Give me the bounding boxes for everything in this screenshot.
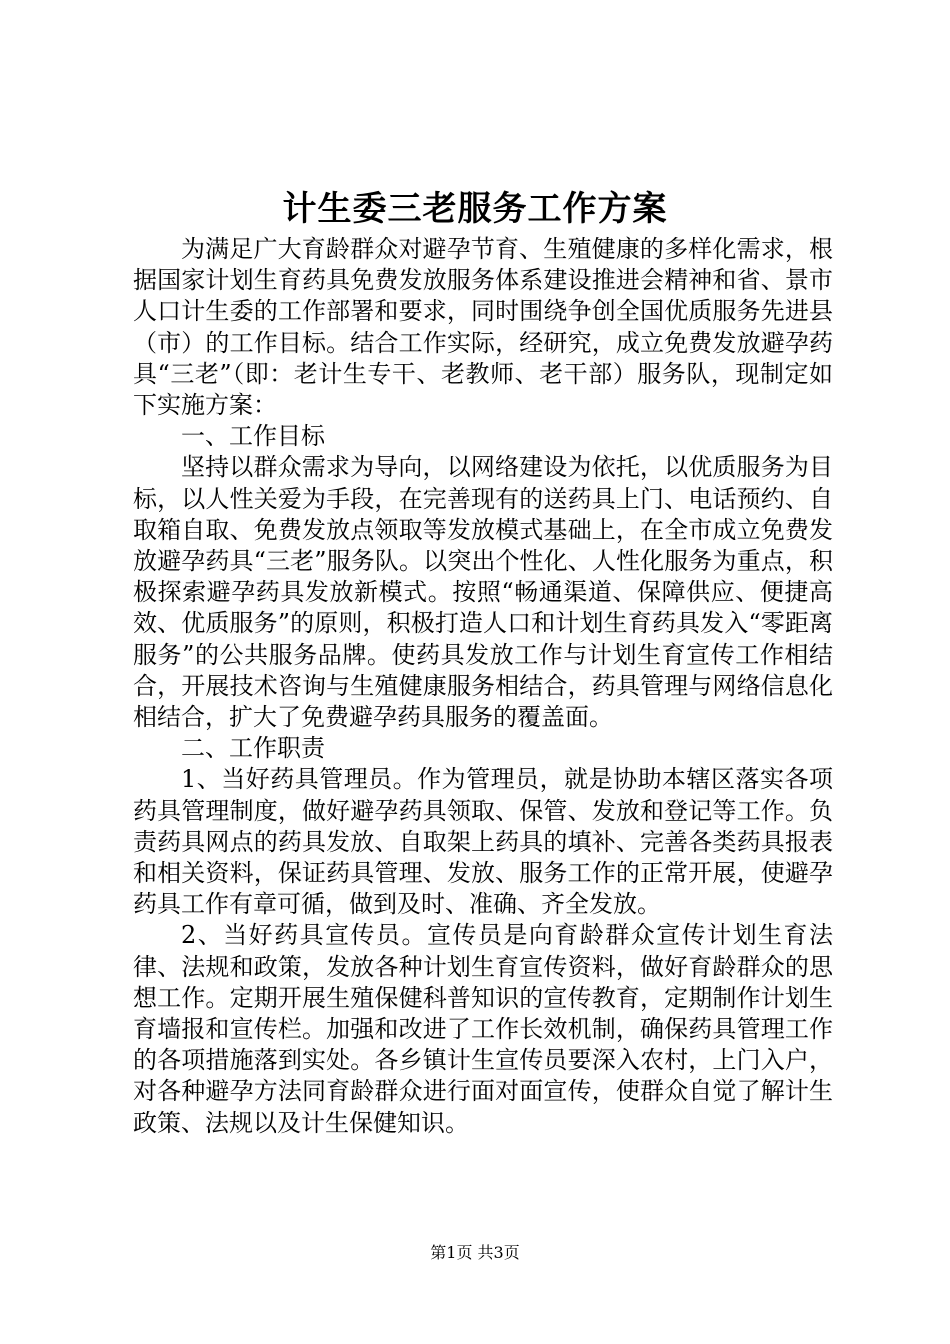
page-total: 共3页 [477, 1243, 520, 1262]
page-footer [0, 1242, 950, 1264]
duty-paragraph-2: 2、当好药具宣传员。宣传员是向育龄群众宣传计划生育法律、法规和政策，发放各种计划生育宣传资料，做好育龄群众的思想工作。定期开展生殖保健科普知识的宣传教育，定期制作计划生育墙报和宣传栏。加强和改进了工作长效机制，确保药具管理工作的各项措施落到实处。各乡镇计生宣传员要深入农村，上门入户，对各种避孕方法同育龄群众进行面对面宣传，使群众自觉了解计生政策、法规以及计生保健知识。 [133, 921, 833, 1137]
duty-paragraph-1: 1、当好药具管理员。作为管理员，就是协助本辖区落实各项药具管理制度，做好避孕药具领取、保管、发放和登记等工作。负责药具网点的药具发放、自取架上药具的填补、完善各类药具报表和相关资料，保证药具管理、发放、服务工作的正常开展，使避孕药具工作有章可循，做到及时、准确、齐全发放。 [133, 765, 833, 919]
section-heading-duties: 二、工作职责 [181, 734, 325, 763]
page-number: 第1页 [430, 1243, 473, 1262]
section-heading-goals: 一、工作目标 [181, 422, 325, 451]
intro-paragraph: 为满足广大育龄群众对避孕节育、生殖健康的多样化需求，根据国家计划生育药具免费发放服务体系建设推进会精神和省、景市人口计生委的工作部署和要求，同时围绕争创全国优质服务先进县（市）的工作目标。结合工作实际，经研究，成立免费发放避孕药具“三老”（即：老计生专干、老教师、老干部）服务队，现制定如下实施方案： [133, 235, 833, 420]
goals-paragraph: 坚持以群众需求为导向，以网络建设为依托，以优质服务为目标，以人性关爱为手段，在完善现有的送药具上门、电话预约、自取箱自取、免费发放点领取等发放模式基础上，在全市成立免费发放避孕药具“三老”服务队。以突出个性化、人性化服务为重点，积极探索避孕药具发放新模式。按照“畅通渠道、保障供应、便捷高效、优质服务”的原则，积极打造人口和计划生育药具发入“零距离服务”的公共服务品牌。使药具发放工作与计划生育宣传工作相结合，开展技术咨询与生殖健康服务相结合，药具管理与网络信息化相结合，扩大了免费避孕药具服务的覆盖面。 [133, 453, 833, 732]
document-title: 计生委三老服务工作方案 [282, 189, 668, 229]
document-body [133, 234, 833, 1139]
